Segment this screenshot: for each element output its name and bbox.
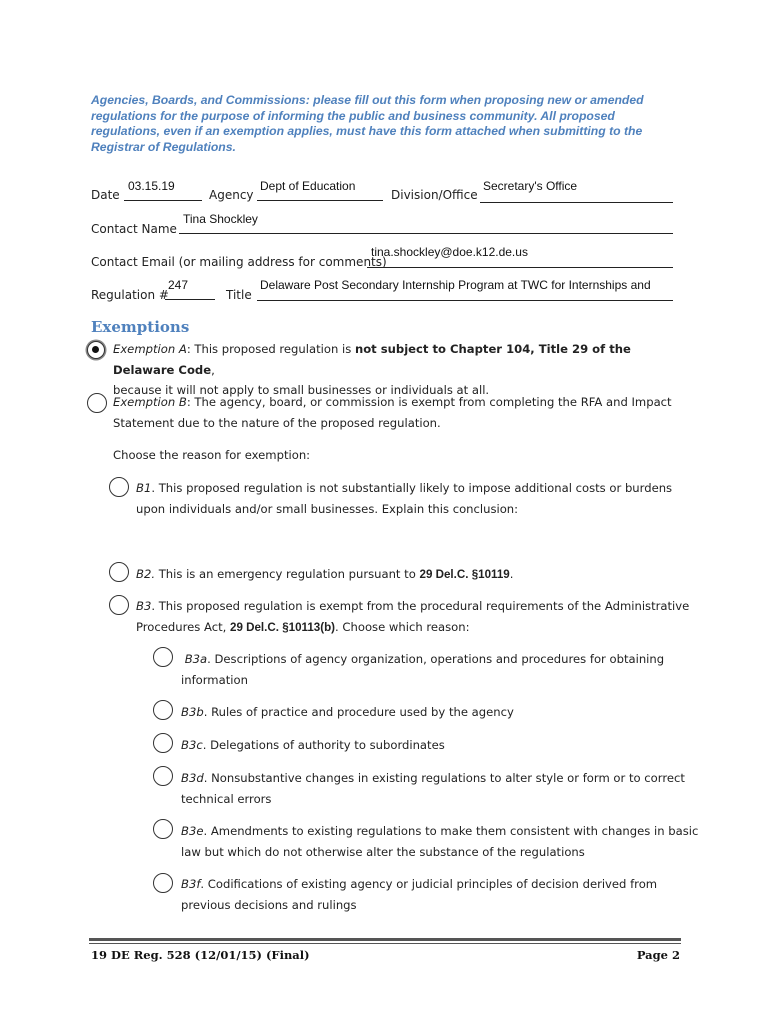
- division-value[interactable]: Secretary's Office: [483, 179, 578, 193]
- b3e-text: B3e. Amendments to existing regulations to make them consistent with changes in basic law but which do not otherwise alter the substance of the regulations: [181, 824, 699, 859]
- exemption-a-radio[interactable]: [87, 341, 105, 359]
- b3e-radio[interactable]: [153, 819, 173, 839]
- date-label: Date: [91, 188, 120, 202]
- form-instructions: Agencies, Boards, and Commissions: please fill out this form when proposing new or amended regulations for the purpose of informing the public and business community. All proposed regulations, even if an exemption applies, must have this form attached when submitting to the Registrar of Regulations.: [91, 93, 644, 154]
- date-value[interactable]: 03.15.19: [128, 179, 175, 193]
- title-label: Title: [226, 288, 252, 302]
- footer-rule-thin: [89, 943, 681, 944]
- division-field-line: [480, 202, 673, 203]
- title-field-line: [257, 300, 673, 301]
- b3a-text: B3a. Descriptions of agency organization, operations and procedures for obtaining information: [181, 652, 665, 687]
- b3f-text: B3f. Codifications of existing agency or judicial principles of decision derived from previous decisions and rulings: [181, 877, 658, 912]
- contact-email-label: Contact Email (or mailing address for comments): [91, 255, 387, 269]
- regulation-field-line: [165, 299, 215, 300]
- contact-email-field-line: [367, 267, 673, 268]
- exemptions-heading: Exemptions: [91, 318, 190, 336]
- contact-email-value[interactable]: tina.shockley@doe.k12.de.us: [371, 245, 528, 259]
- contact-name-label: Contact Name: [91, 222, 177, 236]
- b3c-radio[interactable]: [153, 733, 173, 753]
- date-field-line: [124, 200, 202, 201]
- division-label: Division/Office: [391, 188, 478, 202]
- b3a-radio[interactable]: [153, 647, 173, 667]
- agency-field-line: [257, 200, 383, 201]
- b1-text: B1. This proposed regulation is not substantially likely to impose additional costs or burdens upon individuals and/or small businesses. Explain this conclusion:: [136, 481, 673, 516]
- title-value[interactable]: Delaware Post Secondary Internship Program at TWC for Internships and: [260, 278, 651, 292]
- page-number: Page 2: [636, 948, 680, 962]
- contact-name-field-line: [179, 233, 673, 234]
- choose-reason-text: Choose the reason for exemption:: [113, 448, 311, 462]
- b3-text: B3. This proposed regulation is exempt from the procedural requirements of the Administrative Procedures Act, 29 Del.C. §10113(b). Choose which reason:: [136, 599, 690, 634]
- b3b-radio[interactable]: [153, 700, 173, 720]
- b3d-radio[interactable]: [153, 766, 173, 786]
- b3f-radio[interactable]: [153, 873, 173, 893]
- exemption-b-radio[interactable]: [87, 393, 107, 413]
- b3d-text: B3d. Nonsubstantive changes in existing regulations to alter style or form or to correct technical errors: [181, 771, 685, 806]
- regulation-label: Regulation #: [91, 288, 169, 302]
- b3b-text: B3b. Rules of practice and procedure used by the agency: [181, 705, 514, 719]
- b2-radio[interactable]: [109, 562, 129, 582]
- contact-name-value[interactable]: Tina Shockley: [183, 212, 258, 226]
- exemption-a-text: Exemption A: This proposed regulation is not subject to Chapter 104, Title 29 of the Delaware Code, because it will not apply to small businesses or individuals at all.: [113, 342, 631, 397]
- footer-rule-thick: [89, 938, 681, 941]
- footer-citation: 19 DE Reg. 528 (12/01/15) (Final): [91, 948, 310, 962]
- exemption-b-text: Exemption B: The agency, board, or commission is exempt from completing the RFA and Impact Statement due to the nature of the proposed regulation.: [113, 395, 672, 430]
- b1-radio[interactable]: [109, 477, 129, 497]
- regulation-value[interactable]: 247: [168, 278, 189, 292]
- b3c-text: B3c. Delegations of authority to subordinates: [181, 738, 445, 752]
- b2-text: B2. This is an emergency regulation pursuant to 29 Del.C. §10119.: [136, 567, 514, 581]
- agency-label: Agency: [209, 188, 254, 202]
- b3-radio[interactable]: [109, 595, 129, 615]
- agency-value[interactable]: Dept of Education: [260, 179, 356, 193]
